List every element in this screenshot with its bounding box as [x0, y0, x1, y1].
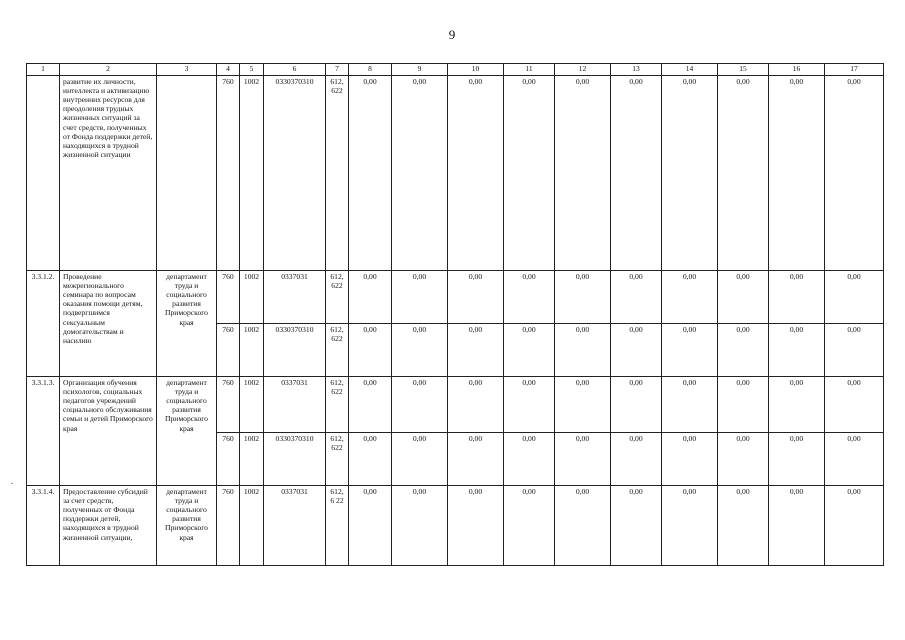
responsible-party [157, 76, 217, 271]
value-cell: 0,00 [611, 76, 662, 271]
value-cell: 0,00 [769, 76, 825, 271]
value-cell: 0,00 [555, 377, 611, 433]
value-cell: 0,00 [448, 76, 504, 271]
code-ministry: 760 [217, 76, 240, 271]
value-cell: 0,00 [662, 271, 718, 324]
value-cell: 0,00 [769, 271, 825, 324]
value-cell: 0,00 [392, 324, 448, 377]
header-cell: 6 [264, 64, 326, 76]
value-cell: 0,00 [718, 324, 769, 377]
code-target: 0330370310 [264, 324, 326, 377]
table-row [27, 486, 884, 566]
code-ministry: 760 [217, 486, 240, 566]
item-number [27, 76, 60, 271]
value-cell: 0,00 [392, 377, 448, 433]
code-section: 1002 [240, 486, 264, 566]
value-cell: 0,00 [349, 486, 392, 566]
value-cell: 0,00 [504, 324, 555, 377]
value-cell: 0,00 [611, 377, 662, 433]
header-cell: 8 [349, 64, 392, 76]
item-name: Проведение межрегионального семинара по вопросам оказания помощи детям, подвергшимся сексуальным домогательствам и насилию [60, 271, 157, 377]
value-cell: 0,00 [555, 433, 611, 486]
value-cell: 0,00 [448, 486, 504, 566]
value-cell: 0,00 [504, 377, 555, 433]
value-cell: 0,00 [349, 377, 392, 433]
responsible-party: департамент труда и социального развития Приморского края [157, 271, 217, 377]
code-target: 0330370310 [264, 433, 326, 486]
value-cell: 0,00 [349, 271, 392, 324]
header-cell: 17 [825, 64, 884, 76]
code-expense-type: 612,6 22 [326, 486, 349, 566]
value-cell: 0,00 [769, 377, 825, 433]
value-cell: 0,00 [662, 324, 718, 377]
value-cell: 0,00 [718, 76, 769, 271]
code-ministry: 760 [217, 377, 240, 433]
value-cell: 0,00 [611, 433, 662, 486]
value-cell: 0,00 [448, 433, 504, 486]
value-cell: 0,00 [504, 271, 555, 324]
header-cell: 9 [392, 64, 448, 76]
value-cell: 0,00 [825, 377, 884, 433]
value-cell: 0,00 [718, 271, 769, 324]
table-header-row [27, 64, 884, 76]
header-cell: 12 [555, 64, 611, 76]
table-row [27, 377, 884, 433]
value-cell: 0,00 [718, 377, 769, 433]
value-cell: 0,00 [392, 433, 448, 486]
code-expense-type: 612, 622 [326, 271, 349, 324]
value-cell: 0,00 [825, 271, 884, 324]
item-name: Предоставление субсидий за счет средств, полученных от Фонда поддержки детей, находящихся в трудной жизненной ситуации, [60, 486, 157, 566]
item-number: 3.3.1.4. [27, 486, 60, 566]
code-target: 0337031 [264, 377, 326, 433]
header-cell: 2 [60, 64, 157, 76]
value-cell: 0,00 [392, 76, 448, 271]
header-cell: 4 [217, 64, 240, 76]
value-cell: 0,00 [392, 271, 448, 324]
value-cell: 0,00 [555, 76, 611, 271]
value-cell: 0,00 [718, 486, 769, 566]
code-ministry: 760 [217, 433, 240, 486]
value-cell: 0,00 [555, 324, 611, 377]
responsible-party: департамент труда и социального развития Приморского края [157, 486, 217, 566]
value-cell: 0,00 [718, 433, 769, 486]
value-cell: 0,00 [825, 324, 884, 377]
header-cell: 11 [504, 64, 555, 76]
item-number: 3.3.1.2. [27, 271, 60, 377]
header-cell: 16 [769, 64, 825, 76]
value-cell: 0,00 [769, 486, 825, 566]
code-target: 0330370310 [264, 76, 326, 271]
code-expense-type: 612, 622 [326, 76, 349, 271]
value-cell: 0,00 [349, 433, 392, 486]
table-row [27, 271, 884, 324]
header-cell: 7 [326, 64, 349, 76]
budget-table [26, 63, 884, 566]
value-cell: 0,00 [662, 76, 718, 271]
code-ministry: 760 [217, 271, 240, 324]
item-number: 3.3.1.3. [27, 377, 60, 486]
value-cell: 0,00 [349, 76, 392, 271]
value-cell: 0,00 [555, 271, 611, 324]
value-cell: 0,00 [611, 486, 662, 566]
header-cell: 13 [611, 64, 662, 76]
header-cell: 5 [240, 64, 264, 76]
value-cell: 0,00 [448, 377, 504, 433]
scan-speck [11, 483, 13, 484]
header-cell: 1 [27, 64, 60, 76]
value-cell: 0,00 [448, 324, 504, 377]
value-cell: 0,00 [825, 76, 884, 271]
value-cell: 0,00 [769, 324, 825, 377]
value-cell: 0,00 [448, 271, 504, 324]
item-name: развитие их личности, интеллекта и активизацию внутренних ресурсов для преодоления трудных жизненных ситуаций за счет средств, полученных от Фонда поддержки детей, находящихся в трудной жизненной ситуации [60, 76, 157, 271]
code-expense-type: 612, 622 [326, 433, 349, 486]
value-cell: 0,00 [662, 377, 718, 433]
value-cell: 0,00 [349, 324, 392, 377]
value-cell: 0,00 [504, 433, 555, 486]
header-cell: 10 [448, 64, 504, 76]
header-cell: 3 [157, 64, 217, 76]
code-section: 1002 [240, 76, 264, 271]
code-section: 1002 [240, 324, 264, 377]
code-target: 0337031 [264, 486, 326, 566]
value-cell: 0,00 [825, 433, 884, 486]
header-cell: 14 [662, 64, 718, 76]
value-cell: 0,00 [769, 433, 825, 486]
page-number: 9 [448, 27, 456, 42]
header-cell: 15 [718, 64, 769, 76]
value-cell: 0,00 [504, 76, 555, 271]
code-expense-type: 612, 622 [326, 324, 349, 377]
value-cell: 0,00 [662, 433, 718, 486]
value-cell: 0,00 [504, 486, 555, 566]
value-cell: 0,00 [611, 324, 662, 377]
responsible-party: департамент труда и социального развития Приморского края [157, 377, 217, 486]
code-expense-type: 612, 622 [326, 377, 349, 433]
code-section: 1002 [240, 433, 264, 486]
value-cell: 0,00 [555, 486, 611, 566]
value-cell: 0,00 [611, 271, 662, 324]
item-name: Организация обучения психологов, социальных педагогов учреждений социального обслуживания семьи и детей Приморского края [60, 377, 157, 486]
code-section: 1002 [240, 271, 264, 324]
table-row [27, 76, 884, 271]
value-cell: 0,00 [825, 486, 884, 566]
code-target: 0337031 [264, 271, 326, 324]
code-ministry: 760 [217, 324, 240, 377]
value-cell: 0,00 [392, 486, 448, 566]
value-cell: 0,00 [662, 486, 718, 566]
code-section: 1002 [240, 377, 264, 433]
